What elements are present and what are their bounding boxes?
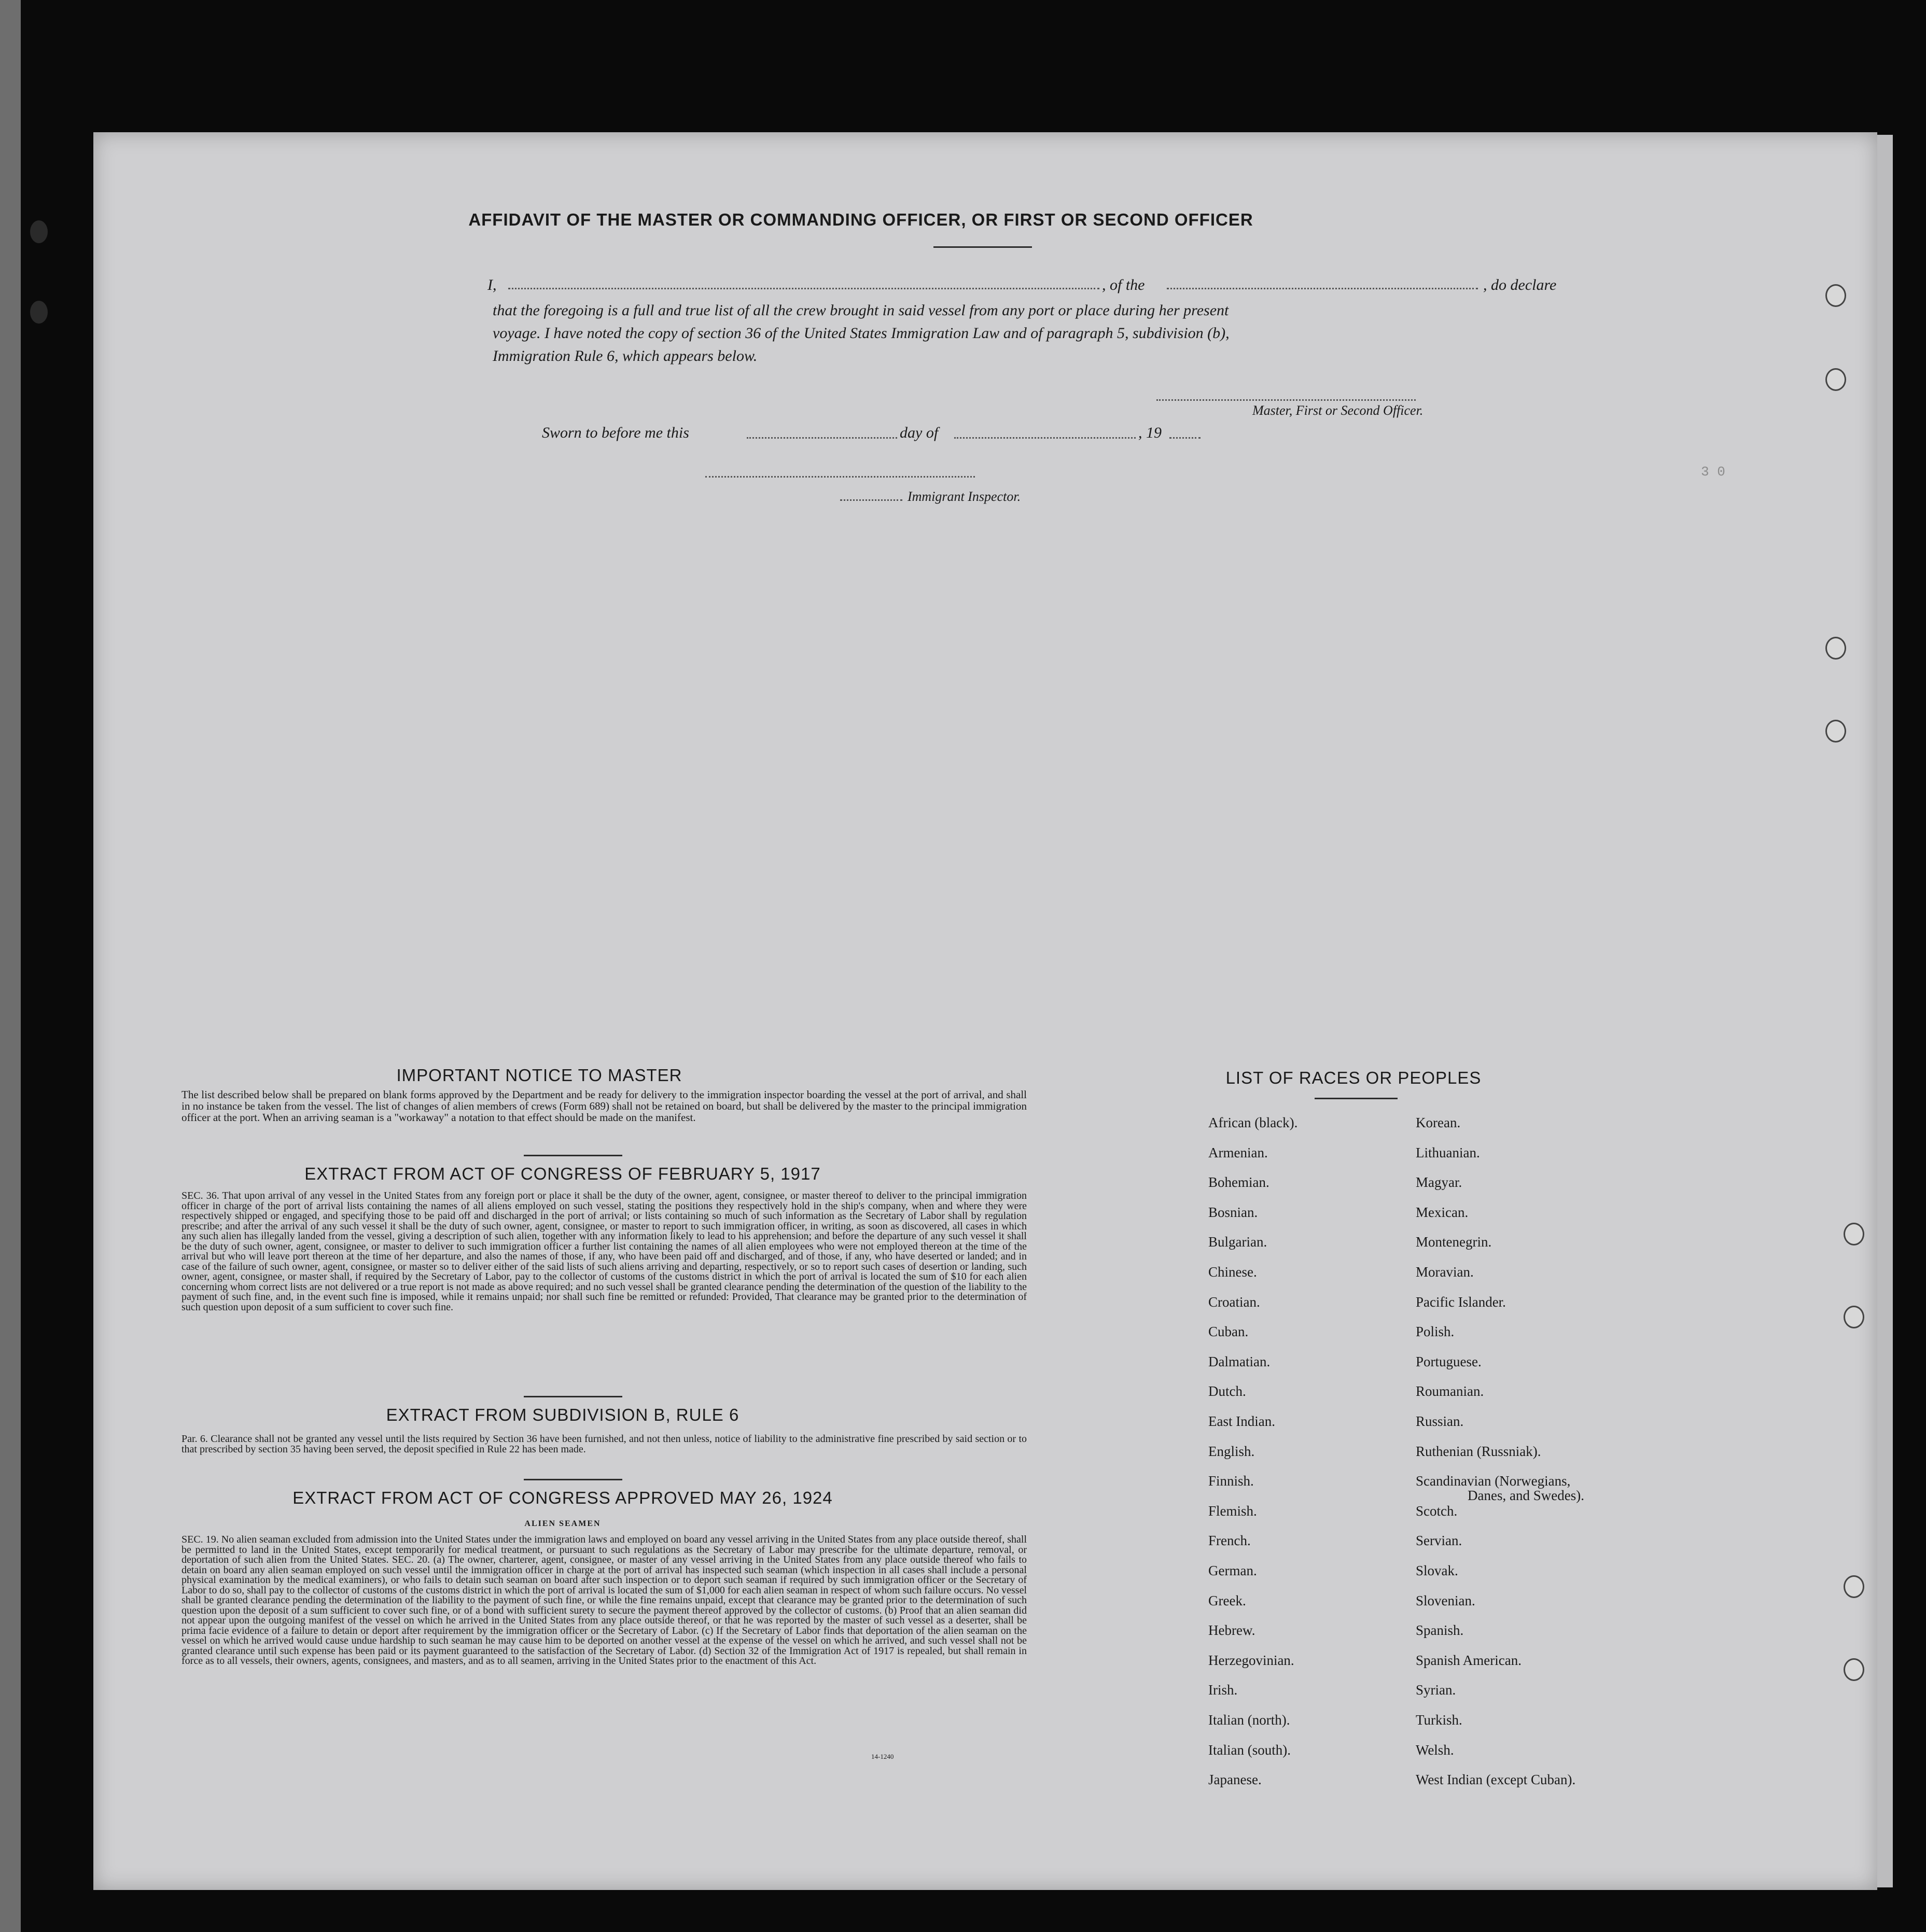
- extract-rule6-text: Par. 6. Clearance shall not be granted any vessel until the lists required by Section 36 have been furnished, and not then unless, notice of liability to the administrative fine prescribed by said section or to that prescribed by section 35 having been served, the deposit specified in Rule 22 has been made.: [182, 1433, 1027, 1455]
- inspector-label: Immigrant Inspector.: [908, 489, 1021, 504]
- race-item: East Indian.: [1208, 1413, 1275, 1429]
- binder-ring: [1844, 1575, 1864, 1598]
- race-item: Ruthenian (Russniak).: [1416, 1443, 1541, 1459]
- binder-ring: [1825, 284, 1846, 307]
- sworn-label: Sworn to before me this: [542, 424, 689, 441]
- race-item: Chinese.: [1208, 1264, 1257, 1280]
- sworn-year-blank[interactable]: [1169, 437, 1201, 439]
- race-item: Bulgarian.: [1208, 1234, 1267, 1250]
- extract-1917-text: SEC. 36. That upon arrival of any vessel in the United States from any foreign port or place it shall be the duty of the owner, agent, consignee, or master thereof to deliver to the principal immigration officer in charge of the port of arrival lists containing the names of all aliens employed on such vessel, stating the positions they respectively hold in the ship's company, when and where they were respectively shipped or engaged, and specifying those to be paid off and discharged in the port of arrival; or lists containing so much of such information as the Secretary of Labor shall by regulation prescribe; and after the arrival of any such vessel it shall be the duty of such owner, agent, consignee, or master to report to such immigration officer, in writing, as soon as discovered, all cases in which any such alien has illegally landed from the vessel, giving a description of such alien, together with any information likely to lead to his apprehension; and before the departure of any such vessel it shall be the duty of such owner, agent, consignee, or master to deliver to such immigration officer a further list containing the names of all alien employees who were not employed thereon at the time of the arrival but who will leave port thereon at the time of her departure, and also the names of those, if any, who have been paid off and discharged, and of those, if any, who have deserted or landed; and in case of the failure of such owner, agent, consignee, or master so to deliver either of the said lists of such aliens arriving and departing, respectively, or so to report such cases of desertion or landing, such owner, agent, consignee, or master shall, if required by the Secretary of Labor, pay to the collector of customs of the customs district in which the port of arrival is located the sum of $10 for each alien concerning whom correct lists are not delivered or a true report is not made as above required; and no such vessel shall be granted clearance pending the determination of the question of the liability to the payment of such fine, and, in the event such fine is imposed, while it remains unpaid; nor shall such fine be remitted or refunded: Provided, That clearance may be granted prior to the determination of such question upon deposit of a sum sufficient to cover such fine.: [182, 1190, 1027, 1313]
- race-item: Italian (north).: [1208, 1712, 1290, 1728]
- form-number: 14-1240: [871, 1753, 894, 1760]
- race-item: Montenegrin.: [1416, 1234, 1492, 1250]
- sworn-month-blank[interactable]: [954, 437, 1136, 439]
- binder-ring: [1825, 720, 1846, 743]
- race-item: Bosnian.: [1208, 1204, 1258, 1220]
- notice-title: IMPORTANT NOTICE TO MASTER: [396, 1066, 682, 1085]
- race-item: African (black).: [1208, 1115, 1298, 1130]
- section-rule: [524, 1396, 622, 1397]
- affidavit-title: AFFIDAVIT OF THE MASTER OR COMMANDING OFFICER, OR FIRST OR SECOND OFFICER: [468, 210, 1253, 229]
- affidavit-of-the: , of the: [1102, 276, 1145, 293]
- race-item: Dalmatian.: [1208, 1353, 1271, 1369]
- race-item: Danes, and Swedes).: [1468, 1488, 1584, 1504]
- race-item: Pacific Islander.: [1416, 1294, 1506, 1310]
- affidavit-line-2: that the foregoing is a full and true list of all the crew brought in said vessel from any port or place during her present: [493, 302, 1229, 319]
- race-item: Japanese.: [1208, 1772, 1262, 1788]
- race-item: Irish.: [1208, 1682, 1238, 1698]
- race-item: Dutch.: [1208, 1383, 1246, 1399]
- race-item: Moravian.: [1416, 1264, 1474, 1280]
- race-item: Armenian.: [1208, 1144, 1268, 1160]
- race-item: Hebrew.: [1208, 1622, 1255, 1639]
- race-item: Servian.: [1416, 1533, 1462, 1549]
- race-item: Magyar.: [1416, 1174, 1462, 1191]
- race-item: Scotch.: [1416, 1503, 1458, 1519]
- extract-1924-title: EXTRACT FROM ACT OF CONGRESS APPROVED MAY 26, 1924: [292, 1488, 833, 1507]
- race-item: Spanish American.: [1416, 1652, 1522, 1668]
- race-item: Korean.: [1416, 1115, 1461, 1130]
- section-rule: [524, 1155, 622, 1156]
- races-rule: [1315, 1098, 1398, 1099]
- vessel-blank[interactable]: [1167, 288, 1478, 289]
- race-item: Finnish.: [1208, 1473, 1254, 1489]
- race-item: Italian (south).: [1208, 1742, 1291, 1758]
- race-item: Mexican.: [1416, 1204, 1469, 1220]
- master-signature-label: Master, First or Second Officer.: [1252, 403, 1423, 418]
- scanner-edge-strip: [0, 0, 21, 1932]
- affidavit-i-label: I,: [487, 276, 497, 293]
- day-of-label: day of: [900, 424, 939, 441]
- inspector-signature-line[interactable]: [705, 476, 975, 478]
- binder-ring: [1825, 368, 1846, 391]
- binder-ring: [1825, 637, 1846, 660]
- master-signature-line[interactable]: [1156, 399, 1416, 401]
- race-item: Turkish.: [1416, 1712, 1462, 1728]
- affidavit-line-3: voyage. I have noted the copy of section 36 of the United States Immigration Law and of paragraph 5, subdivision (b),: [493, 325, 1230, 342]
- race-item: Herzegovinian.: [1208, 1652, 1294, 1668]
- race-item: Cuban.: [1208, 1324, 1249, 1340]
- race-item: Welsh.: [1416, 1742, 1454, 1758]
- races-title: LIST OF RACES OR PEOPLES: [1225, 1068, 1482, 1087]
- binder-ring: [1844, 1658, 1864, 1681]
- race-item: Spanish.: [1416, 1622, 1464, 1639]
- name-blank[interactable]: [508, 288, 1099, 289]
- race-item: Slovak.: [1416, 1563, 1458, 1578]
- extract-1924-text: SEC. 19. No alien seaman excluded from admission into the United States under the immigration laws and employed on board any vessel arriving in the United States from any place outside thereof, shall be permitted to land in the United States, except temporarily for medical treatment, or pursuant to such regulations as the Secretary of Labor may prescribe for the ultimate departure, removal, or deportation of such alien from the United States. SEC. 20. (a) The owner, charterer, agent, consignee, or master of any vessel arriving in the United States from any place outside thereof who fails to detain on board any alien seaman employed on such vessel until the immigration officer in charge at the port of arrival has inspected such seaman (which inspection in all cases shall include a personal physical examination by the medical examiners), or who fails to detain such seaman on board after such inspection or to deport such seaman if required by such immigration officer or the Secretary of Labor to do so, shall pay to the collector of customs of the customs district in which the port of arrival is located the sum of $1,000 for each alien seaman in respect of whom such failure occurs. No vessel shall be granted clearance pending the determination of the liability to the payment of such fine, or while the fine remains unpaid, except that clearance may be granted prior to the determination of such question upon the deposit of a sum sufficient to cover such fine, or of a bond with sufficient surety to secure the payment thereof approved by the collector of customs. (b) Proof that an alien seaman did not appear upon the outgoing manifest of the vessel on which he arrived in the United States from any place outside thereof, or that he was reported by the master of such vessel as a deserter, shall be prima facie evidence of a failure to detain or deport after requirement by the immigration officer or the Secretary of Labor. (c) If the Secretary of Labor finds that deportation of the alien seaman on the vessel on which he arrived would cause undue hardship to such seaman he may cause him to be deported on another vessel at the expense of the vessel on which he arrived, and such vessel shall not be granted clearance until such expense has been paid or its payment guaranteed to the satisfaction of the Secretary of Labor. (d) Section 32 of the Immigration Act of 1917 is repealed, but shall remain in force as to all vessels, their owners, agents, consignees, and masters, and as to all seamen, arriving in the United States prior to the enactment of this Act.: [182, 1534, 1027, 1667]
- race-item: Portuguese.: [1416, 1353, 1482, 1369]
- race-item: English.: [1208, 1443, 1255, 1459]
- affidavit-line-4: Immigration Rule 6, which appears below.: [493, 347, 758, 365]
- race-item: Croatian.: [1208, 1294, 1260, 1310]
- binder-ring: [1844, 1223, 1864, 1245]
- race-item: Greek.: [1208, 1592, 1246, 1608]
- affidavit-do-declare: , do declare: [1483, 276, 1557, 293]
- manifest-sheet: 3 0 AFFIDAVIT OF THE MASTER OR COMMANDING OFFICER, OR FIRST OR SECOND OFFICER I, , of the , do declare that the foregoing is a full and true list of all the crew brought in said vessel from any port or place during her present voyage. I have noted the copy of section 36 of the United States Immigration Law and of paragraph 5, subdivision (b), Immigration Rule 6, which appears below. Master, First or Second Officer. Sworn to before me this day of , 19 Immigrant Inspector. IMPORTANT NOTICE TO MASTER The list described below shall be prepared on blank forms approved by the Department and be ready for delivery to the immigration inspector boarding the vessel at the port of arrival, and shall in no instance be taken from the vessel. The list of changes of alien members of crews (Form 689) shall not be retained on board, but shall be delivered by the master to the principal immigration officer at the port. When an arriving seaman is a "workaway" a notation to that effect should be made on the manifest. EXTRACT FROM ACT OF CONGRESS OF FEBRUARY 5, 1917 SEC. 36. That upon arrival of any vessel in the United States from any foreign port or place it shall be the duty of the owner, agent, consignee, or master thereof to deliver to the principal immigration officer in charge of the port of arrival lists containing the names of all aliens employed on such vessel, stating the positions they respectively hold in the ship's company, when and where they were respectively shipped or engaged, and specifying those to be paid off and discharged in the port of arrival; or lists containing so much of such information as the Secretary of Labor shall by regulation prescribe; and after the arrival of any such vessel it shall be the duty of such owner, agent, consignee, or master to report to such immigration officer, in writing, as soon as discovered, all cases in which any such alien has illegally landed from the vessel, giving a description of such alien, together with any information likely to lead to his apprehension; and before the departure of any such vessel it shall be the duty of such owner, agent, consignee, or master to deliver to such immigration officer a further list containing the names of all alien employees who were not employed thereon at the time of the arrival but who will leave port thereon at the time of her departure, and also the names of those, if any, who have been paid off and discharged, and of those, if any, who have deserted or landed; and in case of the failure of such owner, agent, consignee, or master so to deliver either of the said lists of such aliens arriving and departing, respectively, or so to report such cases of desertion or landing, such owner, agent, consignee, or master shall, if required by the Secretary of Labor, pay to the collector of customs of the customs district in which the port of arrival is located the sum of $10 for each alien concerning whom correct lists are not delivered or a true report is not made as above required; and no such vessel shall be granted clearance pending the determination of the question of the liability to the payment of such fine, and, in the event such fine is imposed, while it remains unpaid; nor shall such fine be remitted or refunded: Provided, That clearance may be granted prior to the determination of such question upon deposit of a sum sufficient to cover such fine. EXTRACT FROM SUBDIVISION B, RULE 6 Par. 6. Clearance shall not be granted any vessel until the lists required by Section 36 have been furnished, and not then unless, notice of liability to the administrative fine prescribed by said section or to that prescribed by section 35 having been served, the deposit specified in Rule 22 has been made. EXTRACT FROM ACT OF CONGRESS APPROVED MAY 26, 1924 ALIEN SEAMEN SEC. 19. No alien seaman excluded from admission into the United States under the immigration laws and employed on board any vessel arriving in the United States from any place outside thereof, shall be permitted to land in the United States, except temporarily for medical treatment, or pursuant to such regulations as the Secretary of Labor may prescribe for the ultimate departure, removal, or deportation of such alien from the United States. SEC. 20. (a) The owner, charterer, agent, consignee, or master of any vessel arriving in the United States from any place outside thereof who fails to detain on board any alien seaman employed on such vessel until the immigration officer in charge at the port of arrival has inspected such seaman (which inspection in all cases shall include a personal physical examination by the medical examiners), or who fails to detain such seaman on board after such inspection or to deport such seaman if required by such immigration officer or the Secretary of Labor to do so, shall pay to the collector of customs of the customs district in which the port of arrival is located the sum of $1,000 for each alien seaman in respect of whom such failure occurs. No vessel shall be granted clearance pending the determination of the liability to the payment of such fine, or while the fine remains unpaid, except that clearance may be granted prior to the determination of such question upon the deposit of a sum sufficient to cover such fine, or of a bond with sufficient surety to secure the payment thereof approved by the collector of customs. (b) Proof that an alien seaman did not appear upon the outgoing manifest of the vessel on which he arrived in the United States from any place outside thereof, or that he was reported by the master of such vessel as a deserter, shall be prima facie evidence of a failure to detain or deport after requirement by the immigration officer or the Secretary of Labor. (c) If the Secretary of Labor finds that deportation of the alien seaman on the vessel on which he arrived would cause undue hardship to such seaman he may cause him to be deported on another vessel at the expense of the vessel on which he arrived, and such vessel shall not be granted clearance until such expense has been paid or its payment guaranteed to the satisfaction of the Secretary of Labor. (d) Section 32 of the Immigration Act of 1917 is repealed, but shall remain in force as to all vessels, their owners, agents, consignees, and masters, and as to all seamen, arriving in the United States prior to the enactment of this Act. 14-1240 LIST OF RACES OR PEOPLES African (black). Armenian. Bohemian. Bosnian. Bulgarian. Chinese. Croatian. Cuban. Dalmatian. Dutch. East Indian. English. Finnish. Flemish. French. German. Greek. Hebrew. Herzegovinian. Irish. Italian (north). Italian (south). Japanese. Korean. Lithuanian. Magyar. Mexican. Montenegrin. Moravian. Pacific Islander. Polish. Portuguese. Roumanian. Russian. Ruthenian (Russniak). Scandinavian (Norwegians, Danes, and Swedes). Scotch. Servian. Slovak. Slovenian. Spanish. Spanish American. Syrian. Turkish. Welsh. West Indian (except Cuban).: [93, 132, 1877, 1890]
- extract-rule6-title: EXTRACT FROM SUBDIVISION B, RULE 6: [386, 1405, 739, 1424]
- title-rule: [933, 246, 1032, 248]
- race-item: Flemish.: [1208, 1503, 1257, 1519]
- binder-punch-hole: [30, 220, 48, 243]
- race-item: Slovenian.: [1416, 1592, 1475, 1608]
- race-item: Bohemian.: [1208, 1174, 1269, 1191]
- race-item: Polish.: [1416, 1324, 1455, 1340]
- sworn-day-blank[interactable]: [747, 437, 897, 439]
- binder-punch-hole: [30, 301, 48, 324]
- inspector-signature-line-2[interactable]: [840, 499, 902, 501]
- race-item: Lithuanian.: [1416, 1144, 1480, 1160]
- race-item: Roumanian.: [1416, 1383, 1484, 1399]
- race-item: Russian.: [1416, 1413, 1464, 1429]
- notice-text: The list described below shall be prepared on blank forms approved by the Department and be ready for delivery to the immigration inspector boarding the vessel at the port of arrival, and shall in no instance be taken from the vessel. The list of changes of alien members of crews (Form 689) shall not be retained on board, but shall be delivered by the master to the principal immigration officer at the port. When an arriving seaman is a "workaway" a notation to that effect should be made on the manifest.: [182, 1088, 1027, 1124]
- race-item: West Indian (except Cuban).: [1416, 1772, 1576, 1788]
- race-item: German.: [1208, 1563, 1257, 1578]
- race-item: Syrian.: [1416, 1682, 1456, 1698]
- extract-1917-title: EXTRACT FROM ACT OF CONGRESS OF FEBRUARY 5, 1917: [304, 1164, 821, 1183]
- alien-seamen-subtitle: ALIEN SEAMEN: [524, 1519, 601, 1528]
- section-rule: [524, 1479, 622, 1480]
- year-label: , 19: [1138, 424, 1162, 441]
- race-item: French.: [1208, 1533, 1251, 1549]
- race-item: Scandinavian (Norwegians,: [1416, 1473, 1571, 1489]
- binder-ring: [1844, 1306, 1864, 1328]
